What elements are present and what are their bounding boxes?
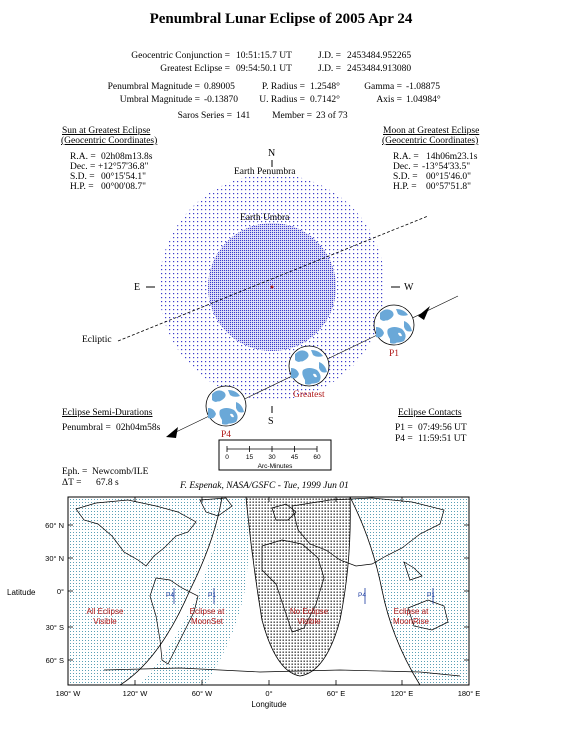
moon-ra-label: R.A. = [393, 152, 419, 162]
map-p1-right: P1 [427, 592, 435, 599]
gamma: -1.08875 [406, 82, 441, 92]
sun-sd: 00°15'54.1" [101, 172, 147, 182]
greatest-jd-label: J.D. = [318, 64, 342, 74]
longitude-axis-label: Longitude [251, 700, 287, 709]
sun-hp-label: H.P. = [70, 182, 94, 192]
map-p4-right: P4 [358, 592, 366, 599]
map-p4-left: P4 [166, 592, 174, 599]
map-p1-left: P1 [208, 592, 216, 599]
conjunction-jd: 2453484.952265 [347, 51, 412, 61]
scale-label: Arc-Minutes [257, 463, 293, 470]
west-label: W [404, 282, 414, 293]
greatest-value: 09:54:50.1 UT [236, 64, 292, 74]
lon-120e: 120° E [390, 689, 414, 698]
moon-dec: -13°54'33.5" [422, 162, 471, 172]
sun-ra-label: R.A. = [70, 152, 96, 162]
conjunction-label: Geocentric Conjunction = [131, 51, 230, 61]
north-label: N [268, 148, 276, 159]
saros: 141 [236, 111, 251, 121]
axis-label: Axis = [376, 95, 402, 105]
lat-30n: 30° N [45, 554, 64, 563]
moon-ra: 14h06m23.1s [426, 152, 478, 162]
lon-120w: 120° W [122, 689, 148, 698]
p-radius: 1.2548° [310, 82, 340, 92]
ecliptic-label: Ecliptic [82, 335, 112, 345]
delta-t-label: ΔT = [62, 478, 82, 488]
greatest-moon-label: Greatest [293, 390, 325, 400]
penumbral-duration-label: Penumbral = [62, 423, 111, 433]
scale-tick-45: 45 [290, 454, 299, 461]
moon-heading: Moon at Greatest Eclipse [383, 126, 480, 136]
region-set-label-1: Eclipse at [189, 607, 225, 616]
scale-tick-0: 0 [225, 454, 229, 461]
contact-p1-label: P1 = [395, 423, 413, 433]
lat-30s: 30° S [45, 623, 64, 632]
lat-60s: 60° S [45, 656, 64, 665]
lat-60n: 60° N [45, 521, 64, 530]
contacts-heading: Eclipse Contacts [398, 408, 462, 418]
page-title: Penumbral Lunar Eclipse of 2005 Apr 24 [149, 11, 413, 27]
p4-moon-label: P4 [221, 430, 232, 440]
pen-mag: 0.89005 [204, 82, 235, 92]
scale-tick-30: 30 [268, 454, 276, 461]
lat-0: 0° [56, 587, 64, 596]
conjunction-jd-label: J.D. = [318, 51, 342, 61]
moon-path-arrow-in [418, 306, 430, 320]
moon-sd: 00°15'46.0" [426, 172, 472, 182]
contact-p4: 11:59:51 UT [418, 434, 467, 444]
axis: 1.04984° [406, 95, 441, 105]
moon-path-arrow-out [166, 427, 178, 438]
member-label: Member = [272, 111, 312, 121]
umbra-label: Earth Umbra [240, 213, 290, 223]
region-set-label-2: MoonSet [190, 617, 224, 626]
greatest-label: Greatest Eclipse = [160, 64, 230, 74]
sun-dec: +12°57'36.8" [98, 162, 149, 172]
u-radius-label: U. Radius = [259, 95, 305, 105]
lon-60w: 60° W [191, 689, 213, 698]
delta-t-value: 67.8 s [96, 478, 119, 488]
moon-greatest [289, 346, 329, 386]
shadow-center [271, 286, 274, 289]
scale-tick-60: 60 [313, 454, 321, 461]
moon-dec-label: Dec. = [393, 162, 419, 172]
lon-180e: 180° E [457, 689, 481, 698]
world-map [68, 497, 469, 685]
umb-mag-label: Umbral Magnitude = [119, 95, 200, 105]
penumbral-duration: 02h04m58s [116, 423, 161, 433]
eph-label: Eph. = [62, 467, 88, 477]
latitude-axis-label: Latitude [7, 588, 36, 597]
umb-mag: -0.13870 [204, 95, 239, 105]
region-all-label-1: All Eclipse [86, 607, 124, 616]
sun-heading: Sun at Greatest Eclipse [62, 126, 151, 136]
semi-durations-heading: Eclipse Semi-Durations [62, 408, 153, 418]
penumbra-label: Earth Penumbra [234, 167, 296, 177]
p-radius-label: P. Radius = [261, 82, 305, 92]
greatest-jd: 2453484.913080 [347, 64, 412, 74]
contact-p4-label: P4 = [395, 434, 413, 444]
moon-p4 [206, 386, 246, 426]
lon-180w: 180° W [55, 689, 81, 698]
eph-value: Newcomb/ILE [92, 467, 149, 477]
scale-tick-15: 15 [245, 454, 254, 461]
contact-p1: 07:49:56 UT [418, 423, 467, 433]
member: 23 of 73 [316, 111, 348, 121]
gamma-label: Gamma = [364, 82, 402, 92]
sun-subheading: (Geocentric Coordinates) [61, 136, 158, 146]
lon-60e: 60° E [326, 689, 346, 698]
sun-hp: 00°00'08.7" [101, 182, 147, 192]
region-all-label-2: Visible [93, 617, 117, 626]
south-label: S [268, 416, 274, 427]
p1-moon-label: P1 [389, 349, 400, 359]
sun-ra: 02h08m13.8s [101, 152, 153, 162]
moon-p1 [374, 305, 414, 345]
sun-sd-label: S.D. = [70, 172, 95, 182]
u-radius: 0.7142° [310, 95, 340, 105]
east-label: E [134, 282, 141, 293]
moon-subheading: (Geocentric Coordinates) [382, 136, 479, 146]
region-rise-label-1: Eclipse at [393, 607, 429, 616]
credit-line: F. Espenak, NASA/GSFC - Tue, 1999 Jun 01 [180, 481, 349, 491]
region-none-label-1: No Eclipse [289, 607, 329, 616]
sun-dec-label: Dec. = [70, 162, 96, 172]
lon-0: 0° [265, 689, 273, 698]
region-rise-label-2: MoonRise [392, 617, 429, 626]
conjunction-value: 10:51:15.7 UT [236, 51, 292, 61]
region-none-label-2: Visible [297, 617, 321, 626]
saros-label: Saros Series = [177, 111, 232, 121]
moon-hp: 00°57'51.8" [426, 182, 472, 192]
moon-hp-label: H.P. = [393, 182, 417, 192]
pen-mag-label: Penumbral Magnitude = [107, 82, 200, 92]
moon-sd-label: S.D. = [393, 172, 418, 182]
